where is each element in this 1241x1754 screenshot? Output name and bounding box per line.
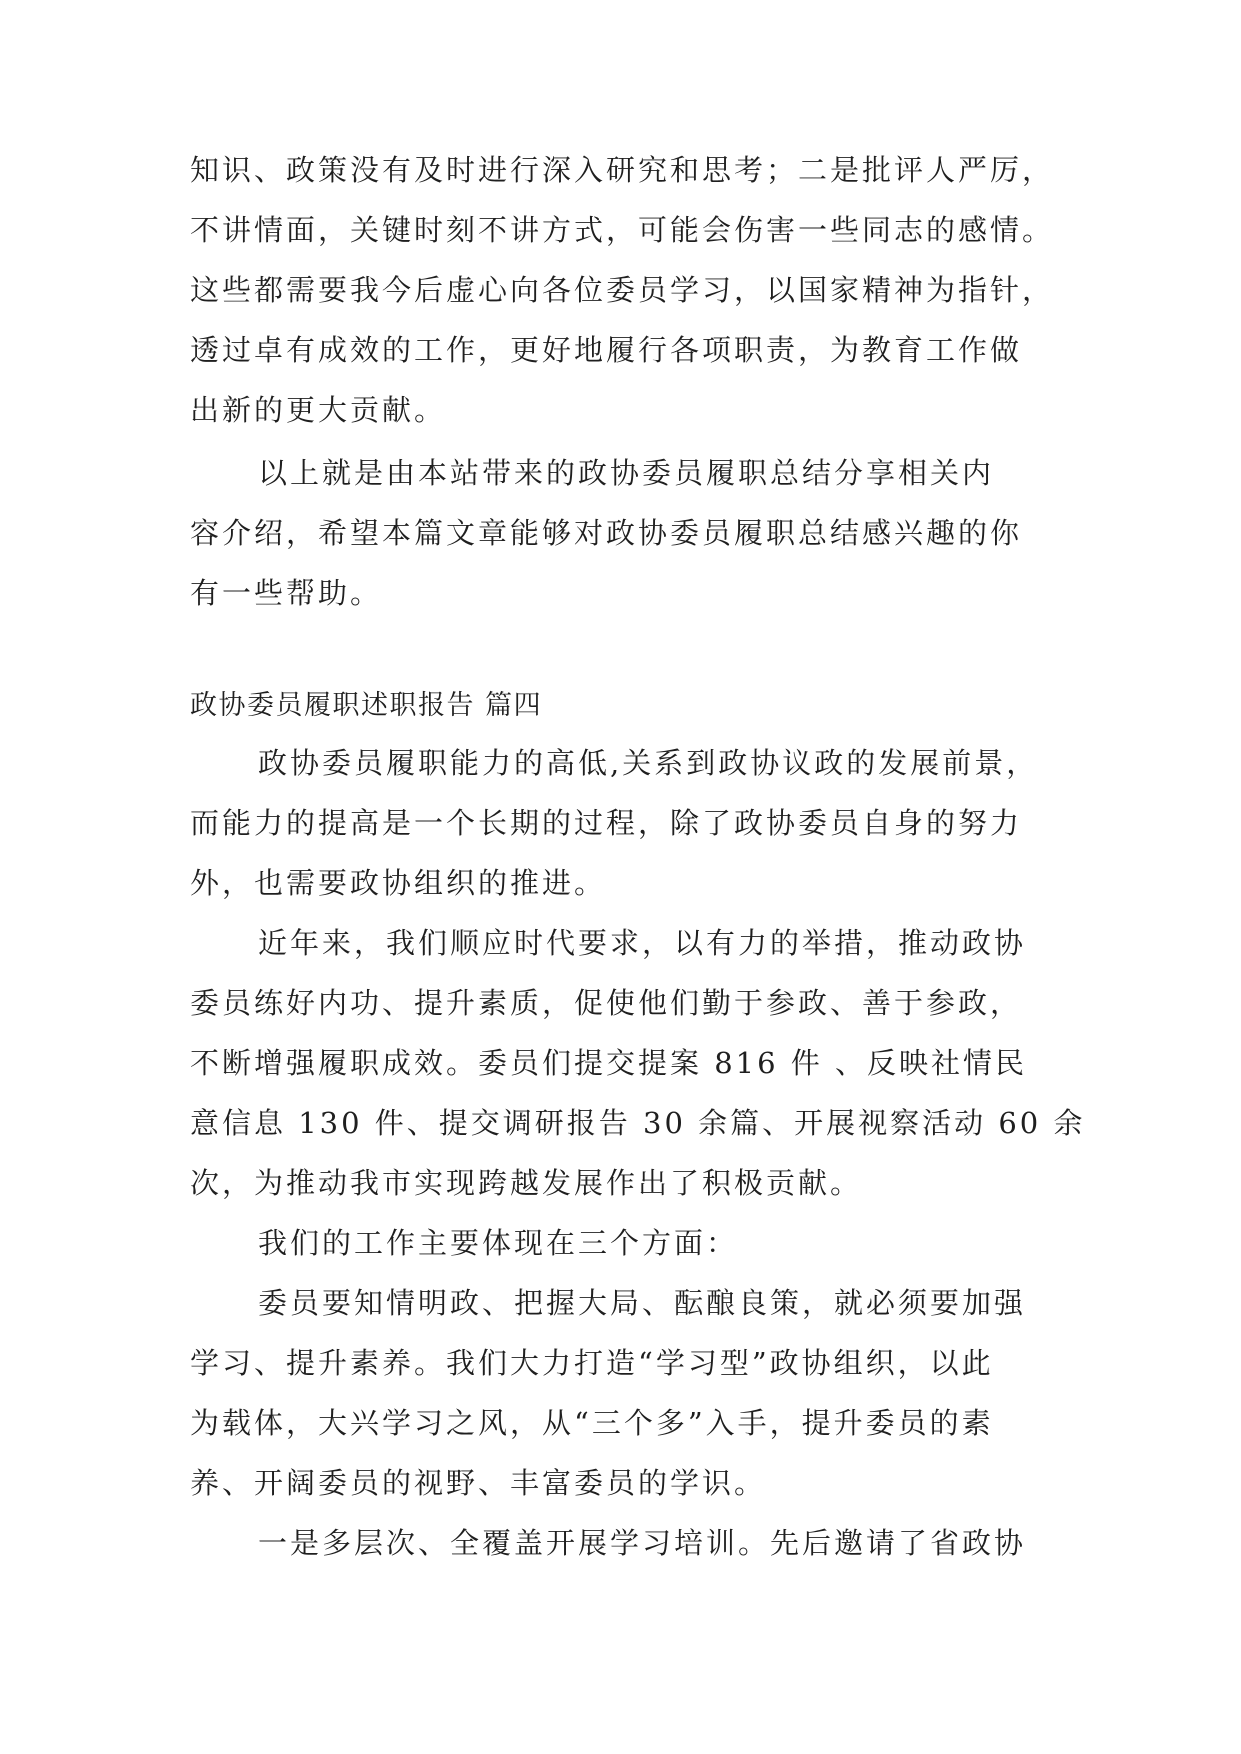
body-line: 透过卓有成效的工作，更好地履行各项职责，为教育工作做: [190, 333, 1023, 367]
body-line: 我们的工作主要体现在三个方面：: [258, 1226, 739, 1260]
body-line: 委员要知情明政、把握大局、酝酿良策，就必须要加强: [258, 1286, 1027, 1320]
body-line: 知识、政策没有及时进行深入研究和思考；二是批评人严厉，: [190, 153, 1055, 187]
body-line: 近年来，我们顺应时代要求，以有力的举措，推动政协: [258, 926, 1027, 960]
body-line: 这些都需要我今后虚心向各位委员学习，以国家精神为指针，: [190, 273, 1055, 307]
body-line: 外，也需要政协组织的推进。: [190, 866, 607, 900]
body-line: 容介绍，希望本篇文章能够对政协委员履职总结感兴趣的你: [190, 516, 1023, 550]
body-line: 学习、提升素养。我们大力打造“学习型”政协组织，以此: [190, 1346, 994, 1380]
body-line: 养、开阔委员的视野、丰富委员的学识。: [190, 1466, 767, 1500]
body-line: 出新的更大贡献。: [190, 393, 447, 427]
body-line: 委员练好内功、提升素质，促使他们勤于参政、善于参政，: [190, 986, 1023, 1020]
body-line: 意信息 130 件、提交调研报告 30 余篇、开展视察活动 60 余: [190, 1106, 1086, 1140]
body-line: 以上就是由本站带来的政协委员履职总结分享相关内: [258, 456, 995, 490]
body-line: 次，为推动我市实现跨越发展作出了积极贡献。: [190, 1166, 863, 1200]
body-line: 不讲情面，关键时刻不讲方式，可能会伤害一些同志的感情。: [190, 213, 1055, 247]
body-line: 而能力的提高是一个长期的过程，除了政协委员自身的努力: [190, 806, 1023, 840]
body-line: 一是多层次、全覆盖开展学习培训。先后邀请了省政协: [258, 1526, 1027, 1560]
body-line: 有一些帮助。: [190, 576, 383, 610]
body-line: 政协委员履职能力的高低,关系到政协议政的发展前景，: [258, 746, 1039, 780]
body-line: 为载体，大兴学习之风，从“三个多”入手，提升委员的素: [190, 1406, 994, 1440]
section-heading: 政协委员履职述职报告 篇四: [190, 690, 543, 721]
body-line: 不断增强履职成效。委员们提交提案 816 件 、反映社情民: [190, 1046, 1028, 1080]
